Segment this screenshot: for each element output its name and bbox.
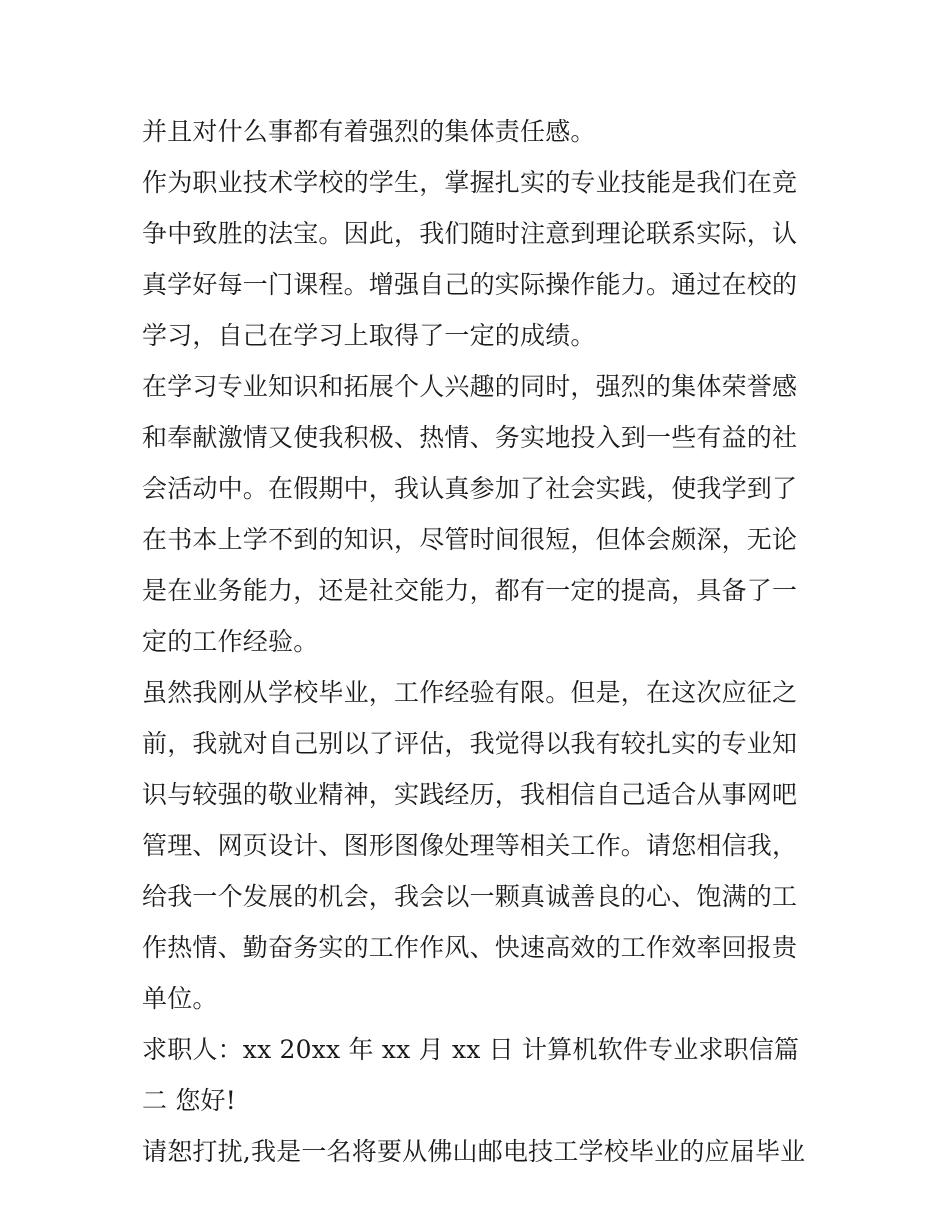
paragraph-4: 虽然我刚从学校毕业，工作经验有限。但是，在这次应征之前，我就对自己别以了评估，我觉得以我有较扎实的专业知识与较强的敬业精神，实践经历，我相信自己适合从事网吧管理、网页设计、图形图像处理等相关工作。请您相信我，给我一个发展的机会，我会以一颗真诚善良的心、饱满的工作热情、勤奋务实的工作作风、快速高效的工作效率回报贵单位。 <box>142 678 798 1013</box>
paragraph-5: 求职人：xx 20xx 年 xx 月 xx 日 计算机软件专业求职信篇二 您好! <box>142 1035 800 1115</box>
paragraph-1: 并且对什么事都有着强烈的集体责任感。 <box>142 117 596 146</box>
paragraph-3: 在学习专业知识和拓展个人兴趣的同时，强烈的集体荣誉感和奉献激情又使我积极、热情、务实地投入到一些有益的社会活动中。在假期中，我认真参加了社会实践，使我学到了在书本上学不到的知识，尽管时间很短，但体会颇深，无论是在业务能力，还是社交能力，都有一定的提高，具备了一定的工作经验。 <box>142 372 798 656</box>
paragraph-6: 请恕打扰,我是一名将要从佛山邮电技工学校毕业的应届毕业 <box>142 1137 806 1166</box>
paragraph-2: 作为职业技术学校的学生，掌握扎实的专业技能是我们在竞争中致胜的法宝。因此，我们随时注意到理论联系实际，认真学好每一门课程。增强自己的实际操作能力。通过在校的学习，自己在学习上取得了一定的成绩。 <box>142 168 798 350</box>
document-body <box>142 106 814 1177</box>
